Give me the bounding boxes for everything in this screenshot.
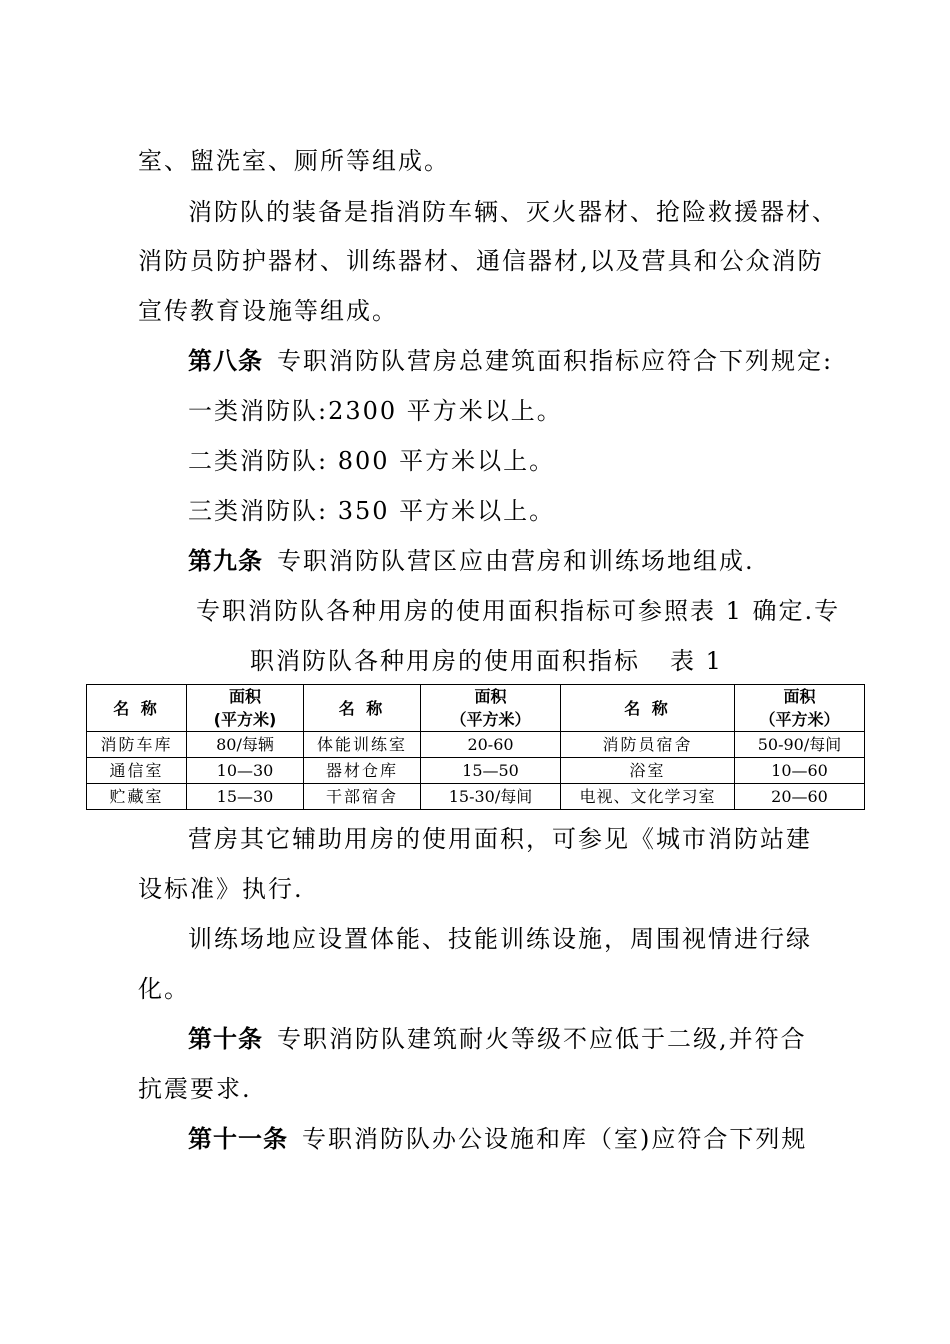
cell-room-name: 浴室 bbox=[561, 758, 735, 784]
line-text: 专职消防队办公设施和库（室)应符合下列规 bbox=[302, 1125, 808, 1153]
header-area: 面积 (平方米) bbox=[187, 685, 304, 732]
article-heading: 第八条 bbox=[188, 347, 263, 375]
paragraph-line bbox=[188, 924, 812, 954]
line-text: 抗震要求. bbox=[138, 1075, 252, 1103]
article-11 bbox=[188, 1124, 807, 1154]
cell-area: 50-90/每间 bbox=[735, 732, 865, 758]
paragraph-line bbox=[138, 1074, 252, 1104]
cell-area: 15—30 bbox=[187, 784, 304, 810]
article-heading: 第九条 bbox=[188, 547, 263, 575]
cell-area: 10—60 bbox=[735, 758, 865, 784]
table-header-row bbox=[87, 685, 865, 732]
line-text: 专职消防队各种用房的使用面积指标可参照表 1 确定.专 bbox=[196, 597, 841, 625]
cell-room-name: 电视、文化学习室 bbox=[561, 784, 735, 810]
table-caption-label: 表 1 bbox=[670, 647, 723, 675]
paragraph-line bbox=[188, 446, 555, 476]
paragraph-line bbox=[138, 874, 304, 904]
article-10 bbox=[188, 1024, 807, 1054]
header-area: 面积 （平方米） bbox=[421, 685, 561, 732]
line-text: 室、盥洗室、厕所等组成。 bbox=[138, 147, 450, 175]
line-text: 消防员防护器材、训练器材、通信器材,以及营具和公众消防 bbox=[138, 247, 824, 275]
line-text: 专职消防队营区应由营房和训练场地组成. bbox=[277, 547, 755, 575]
cell-room-name: 体能训练室 bbox=[304, 732, 421, 758]
table-row bbox=[87, 784, 865, 810]
line-text: 专职消防队营房总建筑面积指标应符合下列规定: bbox=[277, 347, 834, 375]
paragraph-line bbox=[196, 596, 840, 626]
header-area: 面积 （平方米） bbox=[735, 685, 865, 732]
paragraph-line bbox=[188, 824, 812, 854]
line-text: 专职消防队建筑耐火等级不应低于二级,并符合 bbox=[277, 1025, 807, 1053]
cell-area: 15—50 bbox=[421, 758, 561, 784]
article-heading: 第十一条 bbox=[188, 1125, 288, 1153]
article-9 bbox=[188, 546, 755, 576]
paragraph-line bbox=[138, 146, 450, 176]
paragraph-line bbox=[188, 396, 563, 426]
cell-area: 15-30/每间 bbox=[421, 784, 561, 810]
paragraph-line bbox=[138, 974, 190, 1004]
cell-area: 80/每辆 bbox=[187, 732, 304, 758]
line-text: 宣传教育设施等组成。 bbox=[138, 297, 398, 325]
line-text: 设标准》执行. bbox=[138, 875, 304, 903]
article-8 bbox=[188, 346, 833, 376]
header-name: 名 称 bbox=[87, 685, 187, 732]
paragraph-line bbox=[188, 496, 555, 526]
article-heading: 第十条 bbox=[188, 1025, 263, 1053]
line-text: 消防队的装备是指消防车辆、灭火器材、抢险救援器材、 bbox=[188, 198, 838, 226]
paragraph-line bbox=[138, 246, 824, 276]
table-caption bbox=[250, 646, 723, 676]
header-name: 名 称 bbox=[561, 685, 735, 732]
table-row bbox=[87, 758, 865, 784]
cell-room-name: 干部宿舍 bbox=[304, 784, 421, 810]
line-text: 训练场地应设置体能、技能训练设施，周围视情进行绿 bbox=[188, 925, 812, 953]
paragraph-line bbox=[188, 197, 838, 227]
cell-area: 10—30 bbox=[187, 758, 304, 784]
usage-area-table bbox=[86, 684, 865, 810]
cell-room-name: 消防车库 bbox=[87, 732, 187, 758]
line-text: 二类消防队: 800 平方米以上。 bbox=[188, 447, 556, 475]
cell-room-name: 通信室 bbox=[87, 758, 187, 784]
cell-room-name: 器材仓库 bbox=[304, 758, 421, 784]
line-text: 一类消防队:2300 平方米以上。 bbox=[188, 397, 563, 425]
line-text: 营房其它辅助用房的使用面积，可参见《城市消防站建 bbox=[188, 825, 812, 853]
cell-room-name: 贮藏室 bbox=[87, 784, 187, 810]
line-text: 化。 bbox=[138, 975, 190, 1003]
cell-room-name: 消防员宿舍 bbox=[561, 732, 735, 758]
table-caption-title: 职消防队各种用房的使用面积指标 bbox=[250, 647, 640, 675]
paragraph-line bbox=[138, 296, 398, 326]
header-name: 名 称 bbox=[304, 685, 421, 732]
line-text: 三类消防队: 350 平方米以上。 bbox=[188, 497, 556, 525]
cell-area: 20-60 bbox=[421, 732, 561, 758]
table-row bbox=[87, 732, 865, 758]
cell-area: 20—60 bbox=[735, 784, 865, 810]
